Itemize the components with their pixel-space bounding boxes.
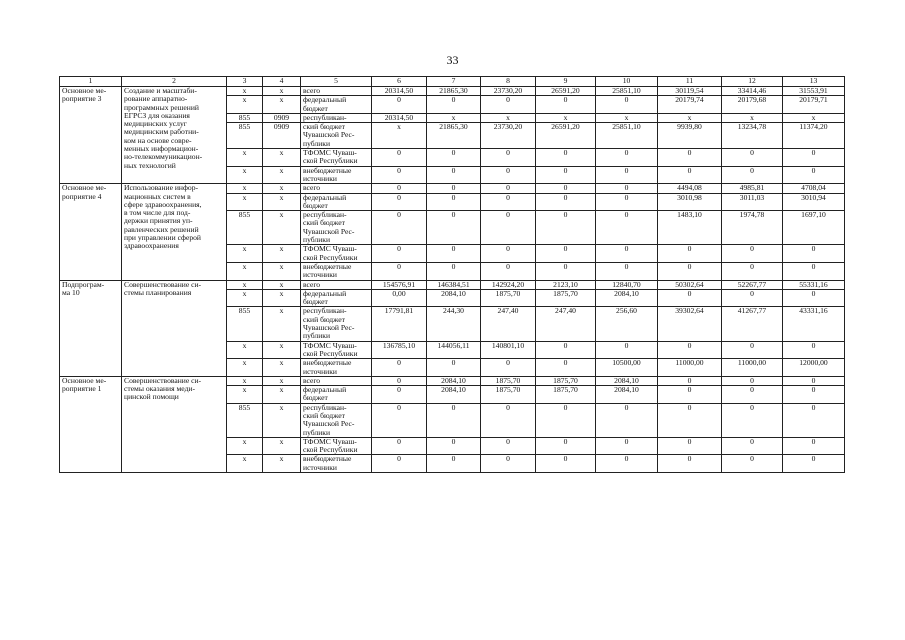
amount-cell: 0	[372, 184, 427, 193]
amount-cell: 0	[427, 166, 481, 184]
funding-source: всего	[301, 184, 372, 193]
amount-cell: 23730,20	[481, 87, 536, 96]
amount-cell: 0	[481, 403, 536, 437]
amount-cell: 0	[658, 386, 722, 404]
amount-cell: 50302,64	[658, 280, 722, 289]
amount-cell: 20314,50	[372, 87, 427, 96]
column-header: 3	[227, 77, 263, 87]
amount-cell: 9939,80	[658, 123, 722, 149]
column-header: 8	[481, 77, 536, 87]
program-title: Основное ме- роприятие 4	[60, 184, 122, 280]
amount-cell: 0	[536, 359, 596, 377]
amount-cell: 0	[783, 376, 845, 385]
amount-cell: 0	[783, 403, 845, 437]
header-row	[60, 77, 845, 87]
amount-cell: 0	[481, 96, 536, 114]
amount-cell: 0	[596, 262, 658, 280]
funding-source: республикан-	[301, 113, 372, 122]
amount-cell: 1483,10	[658, 211, 722, 245]
grbs-code: 855	[227, 307, 263, 341]
funding-source: ТФОМС Чуваш- ской Республики	[301, 149, 372, 167]
amount-cell: 0	[722, 437, 783, 455]
amount-cell: 21865,30	[427, 123, 481, 149]
amount-cell: 0	[536, 184, 596, 193]
amount-cell: 0	[536, 245, 596, 263]
funding-source: ТФОМС Чуваш- ской Республики	[301, 437, 372, 455]
section-code: x	[263, 87, 301, 96]
amount-cell: 1875,70	[536, 386, 596, 404]
amount-cell: 0,00	[372, 289, 427, 307]
amount-cell: 0	[722, 149, 783, 167]
amount-cell: 0	[783, 455, 845, 473]
amount-cell: x	[372, 123, 427, 149]
amount-cell: 0	[596, 341, 658, 359]
amount-cell: 31553,91	[783, 87, 845, 96]
amount-cell: 142924,20	[481, 280, 536, 289]
amount-cell: 1875,70	[481, 386, 536, 404]
amount-cell: 21865,30	[427, 87, 481, 96]
amount-cell: 0	[536, 403, 596, 437]
amount-cell: 0	[783, 386, 845, 404]
amount-cell: 244,30	[427, 307, 481, 341]
amount-cell: 0	[536, 96, 596, 114]
amount-cell: 0	[481, 211, 536, 245]
amount-cell: 0	[372, 149, 427, 167]
program-description: Использование инфор- мационных систем в сфере здравоохранения, в том числе для под- держки принятия уп- равленческих решений при управлении сферой здравоохранения	[122, 184, 227, 280]
amount-cell: 0	[722, 341, 783, 359]
amount-cell: 0	[536, 166, 596, 184]
amount-cell: 0	[722, 403, 783, 437]
section-code: x	[263, 307, 301, 341]
program-description: Совершенствование си- стемы оказания меди- цинской помощи	[122, 376, 227, 472]
amount-cell: 0	[372, 455, 427, 473]
amount-cell: 0	[481, 437, 536, 455]
section-code: x	[263, 262, 301, 280]
amount-cell: 23730,20	[481, 123, 536, 149]
section-code: x	[263, 96, 301, 114]
amount-cell: 1697,10	[783, 211, 845, 245]
amount-cell: 0	[722, 166, 783, 184]
section-code: x	[263, 455, 301, 473]
program-title: Основное ме- роприятие 3	[60, 87, 122, 184]
amount-cell: 0	[427, 359, 481, 377]
amount-cell: 0	[536, 341, 596, 359]
amount-cell: 20179,74	[658, 96, 722, 114]
column-header: 9	[536, 77, 596, 87]
funding-source: республикан- ский бюджет Чувашской Рес- публики	[301, 307, 372, 341]
grbs-code: 855	[227, 403, 263, 437]
amount-cell: 0	[722, 376, 783, 385]
funding-source: федеральный бюджет	[301, 96, 372, 114]
grbs-code: x	[227, 280, 263, 289]
amount-cell: 2123,10	[536, 280, 596, 289]
amount-cell: 0	[783, 245, 845, 263]
amount-cell: 0	[372, 403, 427, 437]
amount-cell: 0	[658, 289, 722, 307]
funding-source: всего	[301, 87, 372, 96]
funding-source: федеральный бюджет	[301, 289, 372, 307]
amount-cell: x	[481, 113, 536, 122]
section-code: x	[263, 245, 301, 263]
amount-cell: 0	[783, 166, 845, 184]
funding-source: республикан- ский бюджет Чувашской Рес- публики	[301, 403, 372, 437]
amount-cell: 0	[427, 403, 481, 437]
amount-cell: 12000,00	[783, 359, 845, 377]
section-code: x	[263, 149, 301, 167]
amount-cell: 20179,71	[783, 96, 845, 114]
grbs-code: x	[227, 262, 263, 280]
amount-cell: 0	[372, 376, 427, 385]
grbs-code: 855	[227, 123, 263, 149]
grbs-code: x	[227, 184, 263, 193]
section-code: 0909	[263, 123, 301, 149]
funding-source: внебюджетные источники	[301, 166, 372, 184]
column-header: 13	[783, 77, 845, 87]
amount-cell: 0	[536, 193, 596, 211]
grbs-code: x	[227, 87, 263, 96]
amount-cell: 0	[722, 455, 783, 473]
table-row	[60, 184, 845, 193]
column-header: 6	[372, 77, 427, 87]
amount-cell: 0	[427, 437, 481, 455]
amount-cell: 3010,98	[658, 193, 722, 211]
section-code: x	[263, 211, 301, 245]
amount-cell: x	[427, 113, 481, 122]
amount-cell: 43331,16	[783, 307, 845, 341]
amount-cell: 1974,78	[722, 211, 783, 245]
amount-cell: 0	[783, 149, 845, 167]
amount-cell: 0	[427, 211, 481, 245]
amount-cell: 0	[481, 166, 536, 184]
amount-cell: x	[658, 113, 722, 122]
amount-cell: 0	[722, 386, 783, 404]
amount-cell: 0	[596, 149, 658, 167]
section-code: x	[263, 280, 301, 289]
amount-cell: 0	[536, 211, 596, 245]
amount-cell: 3011,03	[722, 193, 783, 211]
funding-source: республикан- ский бюджет Чувашской Рес- публики	[301, 211, 372, 245]
funding-source: федеральный бюджет	[301, 193, 372, 211]
grbs-code: x	[227, 437, 263, 455]
funding-source: ский бюджет Чувашской Рес- публики	[301, 123, 372, 149]
amount-cell: 4494,08	[658, 184, 722, 193]
amount-cell: 33414,46	[722, 87, 783, 96]
amount-cell: 140801,10	[481, 341, 536, 359]
amount-cell: 0	[427, 262, 481, 280]
section-code: x	[263, 166, 301, 184]
grbs-code: x	[227, 96, 263, 114]
amount-cell: 0	[783, 262, 845, 280]
amount-cell: 146384,51	[427, 280, 481, 289]
amount-cell: 0	[427, 184, 481, 193]
column-header: 5	[301, 77, 372, 87]
amount-cell: 0	[596, 437, 658, 455]
amount-cell: 0	[481, 149, 536, 167]
amount-cell: 2084,10	[596, 376, 658, 385]
section-code: x	[263, 289, 301, 307]
amount-cell: 2084,10	[596, 386, 658, 404]
program-description: Создание и масштаби- рование аппаратно- программных решений ЕГРСЗ для оказания медицинских услуг медицинским работни- ком на основе совре- менных информацион- но-телекоммуникацион- ных технологий	[122, 87, 227, 184]
amount-cell: 4985,81	[722, 184, 783, 193]
grbs-code: x	[227, 376, 263, 385]
grbs-code: 855	[227, 113, 263, 122]
amount-cell: 0	[372, 245, 427, 263]
amount-cell: 20314,50	[372, 113, 427, 122]
amount-cell: 0	[783, 437, 845, 455]
amount-cell: 0	[427, 149, 481, 167]
amount-cell: 0	[722, 245, 783, 263]
amount-cell: 55331,16	[783, 280, 845, 289]
amount-cell: 0	[427, 455, 481, 473]
amount-cell: 0	[658, 437, 722, 455]
column-header: 2	[122, 77, 227, 87]
amount-cell: 1875,70	[481, 376, 536, 385]
amount-cell: 0	[658, 455, 722, 473]
amount-cell: 0	[372, 386, 427, 404]
grbs-code: x	[227, 341, 263, 359]
amount-cell: 52267,77	[722, 280, 783, 289]
amount-cell: 0	[596, 96, 658, 114]
amount-cell: 0	[596, 455, 658, 473]
amount-cell: 247,40	[536, 307, 596, 341]
program-description: Совершенствование си- стемы планирования	[122, 280, 227, 376]
amount-cell: 0	[658, 341, 722, 359]
grbs-code: x	[227, 149, 263, 167]
amount-cell: 25851,10	[596, 123, 658, 149]
amount-cell: 136785,10	[372, 341, 427, 359]
amount-cell: 0	[372, 437, 427, 455]
amount-cell: 39302,64	[658, 307, 722, 341]
column-header: 4	[263, 77, 301, 87]
amount-cell: x	[596, 113, 658, 122]
amount-cell: 11000,00	[658, 359, 722, 377]
section-code: x	[263, 184, 301, 193]
program-title: Основное ме- роприятие 1	[60, 376, 122, 472]
section-code: x	[263, 359, 301, 377]
amount-cell: 30119,54	[658, 87, 722, 96]
amount-cell: 0	[536, 262, 596, 280]
table-row	[60, 376, 845, 385]
amount-cell: 25851,10	[596, 87, 658, 96]
amount-cell: 20179,68	[722, 96, 783, 114]
amount-cell: x	[536, 113, 596, 122]
amount-cell: 1875,70	[481, 289, 536, 307]
funding-source: ТФОМС Чуваш- ской Республики	[301, 245, 372, 263]
amount-cell: 0	[722, 262, 783, 280]
budget-table	[59, 76, 845, 473]
amount-cell: 0	[372, 262, 427, 280]
amount-cell: 0	[658, 403, 722, 437]
section-code: 0909	[263, 113, 301, 122]
amount-cell: 1875,70	[536, 376, 596, 385]
amount-cell: 0	[596, 166, 658, 184]
amount-cell: 0	[658, 376, 722, 385]
program-title: Подпрограм- ма 10	[60, 280, 122, 376]
grbs-code: 855	[227, 211, 263, 245]
amount-cell: 0	[372, 96, 427, 114]
amount-cell: 0	[658, 149, 722, 167]
funding-source: ТФОМС Чуваш- ской Республики	[301, 341, 372, 359]
amount-cell: 11000,00	[722, 359, 783, 377]
amount-cell: 0	[372, 359, 427, 377]
amount-cell: 26591,20	[536, 123, 596, 149]
amount-cell: 0	[481, 184, 536, 193]
section-code: x	[263, 376, 301, 385]
amount-cell: 0	[372, 193, 427, 211]
column-header: 10	[596, 77, 658, 87]
amount-cell: 26591,20	[536, 87, 596, 96]
amount-cell: 0	[783, 341, 845, 359]
table-row	[60, 280, 845, 289]
funding-source: всего	[301, 376, 372, 385]
amount-cell: 13234,78	[722, 123, 783, 149]
amount-cell: 0	[722, 289, 783, 307]
grbs-code: x	[227, 289, 263, 307]
column-header: 12	[722, 77, 783, 87]
amount-cell: 17791,81	[372, 307, 427, 341]
amount-cell: 256,60	[596, 307, 658, 341]
section-code: x	[263, 386, 301, 404]
amount-cell: 0	[427, 193, 481, 211]
amount-cell: 154576,91	[372, 280, 427, 289]
grbs-code: x	[227, 166, 263, 184]
amount-cell: 0	[596, 211, 658, 245]
funding-source: всего	[301, 280, 372, 289]
table-body	[60, 87, 845, 473]
amount-cell: 4708,04	[783, 184, 845, 193]
amount-cell: x	[783, 113, 845, 122]
amount-cell: x	[722, 113, 783, 122]
amount-cell: 0	[481, 455, 536, 473]
amount-cell: 0	[427, 96, 481, 114]
funding-source: федеральный бюджет	[301, 386, 372, 404]
amount-cell: 0	[481, 245, 536, 263]
amount-cell: 0	[536, 149, 596, 167]
grbs-code: x	[227, 193, 263, 211]
amount-cell: 0	[481, 262, 536, 280]
column-header: 1	[60, 77, 122, 87]
amount-cell: 0	[481, 359, 536, 377]
amount-cell: 0	[658, 245, 722, 263]
amount-cell: 144056,11	[427, 341, 481, 359]
funding-source: внебюджетные источники	[301, 455, 372, 473]
amount-cell: 12840,70	[596, 280, 658, 289]
amount-cell: 41267,77	[722, 307, 783, 341]
amount-cell: 0	[596, 193, 658, 211]
amount-cell: 2084,10	[427, 376, 481, 385]
section-code: x	[263, 437, 301, 455]
funding-source: внебюджетные источники	[301, 359, 372, 377]
amount-cell: 10500,00	[596, 359, 658, 377]
amount-cell: 0	[372, 211, 427, 245]
amount-cell: 0	[783, 289, 845, 307]
amount-cell: 11374,20	[783, 123, 845, 149]
amount-cell: 1875,70	[536, 289, 596, 307]
amount-cell: 0	[481, 193, 536, 211]
amount-cell: 0	[596, 403, 658, 437]
section-code: x	[263, 193, 301, 211]
amount-cell: 3010,94	[783, 193, 845, 211]
grbs-code: x	[227, 455, 263, 473]
section-code: x	[263, 341, 301, 359]
amount-cell: 0	[536, 437, 596, 455]
grbs-code: x	[227, 359, 263, 377]
grbs-code: x	[227, 245, 263, 263]
table-row	[60, 87, 845, 96]
section-code: x	[263, 403, 301, 437]
amount-cell: 0	[536, 455, 596, 473]
amount-cell: 0	[658, 166, 722, 184]
column-header: 7	[427, 77, 481, 87]
amount-cell: 2084,10	[596, 289, 658, 307]
funding-source: внебюджетные источники	[301, 262, 372, 280]
amount-cell: 247,40	[481, 307, 536, 341]
grbs-code: x	[227, 386, 263, 404]
amount-cell: 0	[427, 245, 481, 263]
page-number: 33	[446, 53, 459, 67]
amount-cell: 2084,10	[427, 289, 481, 307]
amount-cell: 2084,10	[427, 386, 481, 404]
amount-cell: 0	[596, 184, 658, 193]
column-header: 11	[658, 77, 722, 87]
amount-cell: 0	[596, 245, 658, 263]
amount-cell: 0	[372, 166, 427, 184]
amount-cell: 0	[658, 262, 722, 280]
